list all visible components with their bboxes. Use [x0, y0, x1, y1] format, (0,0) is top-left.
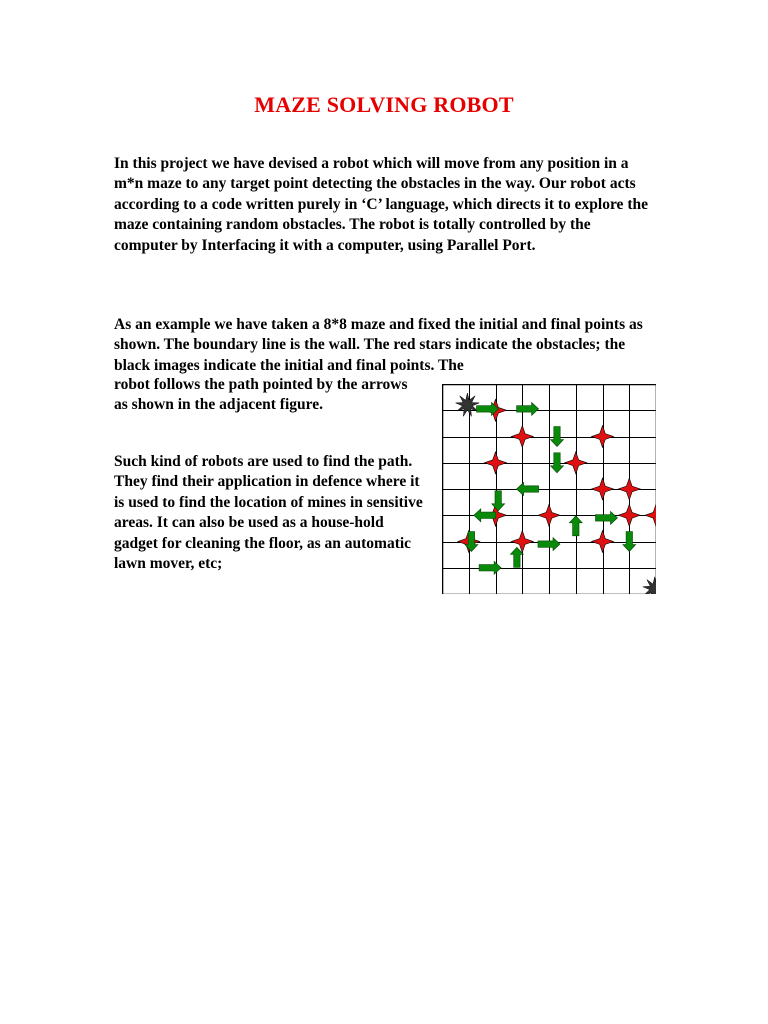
obstacle-star-icon	[592, 478, 614, 500]
arrow-down-icon	[551, 427, 564, 447]
arrow-left-icon	[474, 509, 496, 522]
arrow-down-icon	[492, 491, 505, 511]
obstacle-star-icon	[618, 478, 640, 500]
arrow-left-icon	[517, 483, 539, 496]
arrow-right-icon	[596, 511, 618, 524]
obstacle-star-icon	[538, 504, 560, 526]
arrow-up-icon	[569, 516, 582, 536]
uses-paragraph: Such kind of robots are used to find the path. They find their application in defence where it is used to find the location of mines in sensitive areas. It can also be used as a house-hold gadget for cleaning the floor, as an automatic lawn mover, etc;	[114, 453, 423, 573]
obstacle-star-icon	[485, 452, 507, 474]
obstacle-star-icon	[592, 426, 614, 448]
obstacle-star-icon	[645, 504, 656, 526]
end-point-icon	[643, 577, 656, 594]
obstacle-star-icon	[618, 504, 640, 526]
obstacle-star-icon	[511, 531, 533, 553]
intro-paragraph: In this project we have devised a robot which will move from any position in a m*n maze to any target point detecting the obstacles in the way. Our robot acts according to a code written purely in ‘C’ language, which directs it to explore the maze containing random obstacles. The robot is totally controlled by the computer by Interfacing it with a computer, using Parallel Port.	[114, 155, 648, 254]
obstacle-star-icon	[565, 452, 587, 474]
arrow-right-icon	[479, 561, 501, 574]
example-paragraph: As an example we have taken a 8*8 maze and fixed the initial and final points as shown. The boundary line is the wall. The red stars indicate the obstacles; the black images indicate the initial and final points. The	[114, 316, 643, 374]
arrow-down-icon	[623, 532, 636, 552]
arrow-right-icon	[517, 402, 539, 415]
obstacle-star-icon	[511, 426, 533, 448]
maze-figure	[442, 384, 656, 594]
start-point-icon	[456, 393, 480, 416]
page-title: MAZE SOLVING ROBOT	[254, 92, 514, 117]
arrow-down-icon	[551, 453, 564, 473]
obstacle-star-icon	[592, 531, 614, 553]
example-continuation: robot follows the path pointed by the arrows as shown in the adjacent figure.	[114, 376, 408, 414]
